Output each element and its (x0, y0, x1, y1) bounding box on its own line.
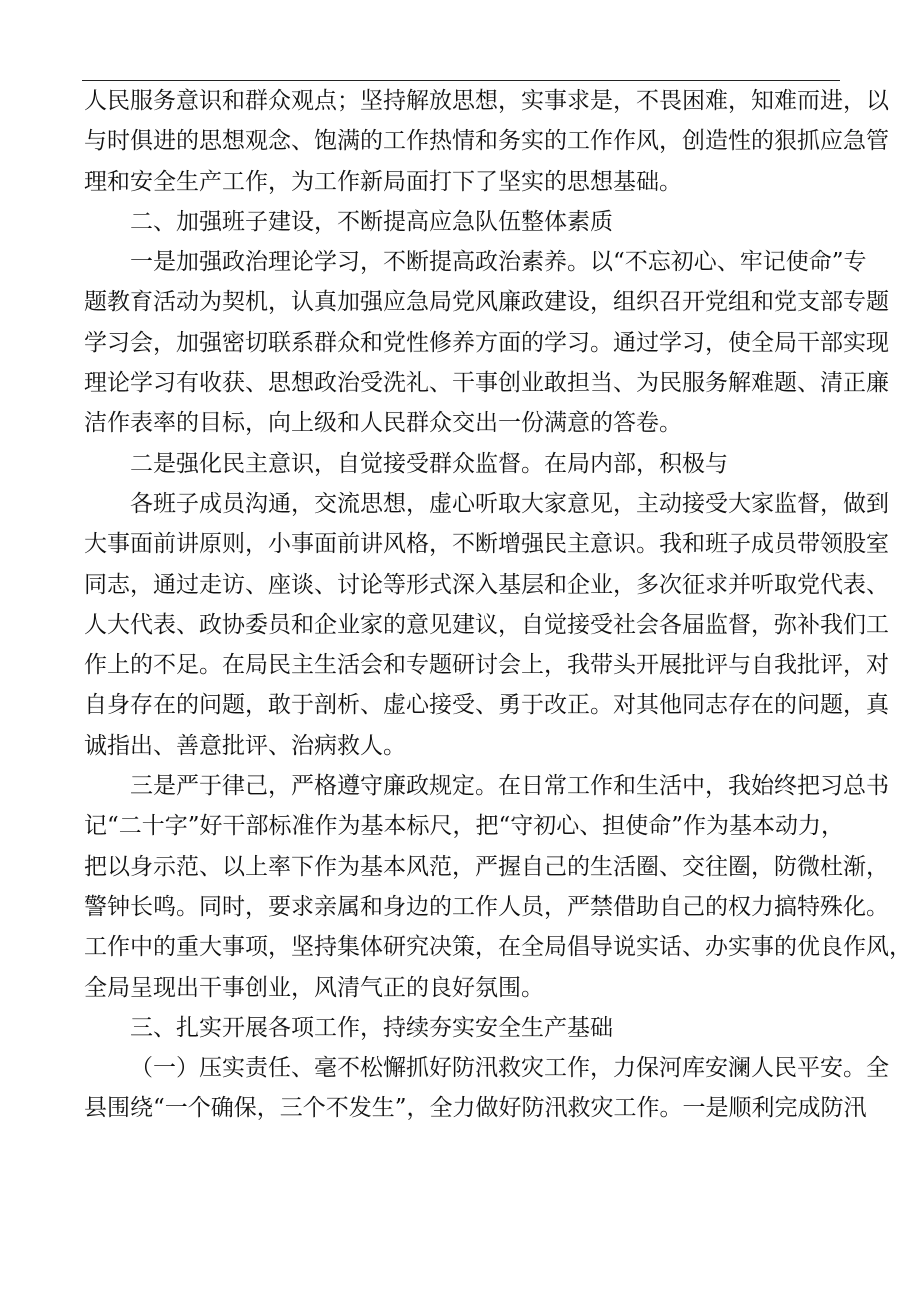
text-line: 警钟长鸣。同时，要求亲属和身边的工作人员，严禁借助自己的权力搞特殊化。 (84, 893, 889, 920)
text-line: （一）压实责任、毫不松懈抓好防汛救灾工作，力保河库安澜人民平安。全 (130, 1055, 889, 1082)
text-line: 二、加强班子建设，不断提高应急队伍整体素质 (130, 208, 613, 235)
text-line: 各班子成员沟通，交流思想，虚心听取大家意见，主动接受大家监督，做到 (130, 490, 889, 517)
text-line: 理论学习有收获、思想政治受洗礼、干事创业敢担当、为民服务解难题、清正廉 (84, 370, 889, 397)
text-line: 题教育活动为契机，认真加强应急局党风廉政建设，组织召开党组和党支部专题 (84, 289, 889, 316)
text-line: 三、扎实开展各项工作，持续夯实安全生产基础 (130, 1014, 613, 1041)
text-line: 人民服务意识和群众观点；坚持解放思想，实事求是，不畏困难，知难而进，以 (84, 88, 889, 114)
text-line: 同志，通过走访、座谈、讨论等形式深入基层和企业，多次征求并听取党代表、 (84, 571, 889, 598)
text-line: 理和安全生产工作，为工作新局面打下了坚实的思想基础。 (84, 168, 682, 195)
text-line: 作上的不足。在局民主生活会和专题研讨会上，我带头开展批评与自我批评，对 (84, 652, 889, 679)
text-line: 把以身示范、以上率下作为基本风范，严握自己的生活圈、交往圈，防微杜渐， (84, 853, 889, 880)
text-line: 记“二十字”好干部标准作为基本标尺，把“守初心、担使命”作为基本动力， (84, 813, 845, 840)
text-line: 全局呈现出干事创业，风清气正的良好氛围。 (84, 974, 544, 1001)
text-line: 诚指出、善意批评、治病救人。 (84, 732, 406, 759)
text-line: 县围绕“一个确保，三个不发生”，全力做好防汛救灾工作。一是顺利完成防汛 (84, 1095, 867, 1122)
text-line: 自身存在的问题，敢于剖析、虚心接受、勇于改正。对其他同志存在的问题，真 (84, 692, 889, 719)
text-line: 一是加强政治理论学习，不断提高政治素养。以“不忘初心、牢记使命”专 (130, 249, 867, 276)
text-line: 大事面前讲原则，小事面前讲风格，不断增强民主意识。我和班子成员带领股室 (84, 531, 889, 558)
text-line: 二是强化民主意识，自觉接受群众监督。在局内部，积极与 (130, 450, 728, 477)
text-line: 与时俱进的思想观念、饱满的工作热情和务实的工作作风，创造性的狠抓应急管 (84, 128, 889, 155)
document-body (84, 81, 912, 1129)
text-line: 工作中的重大事项，坚持集体研究决策，在全局倡导说实话、办实事的优良作风， (84, 934, 912, 961)
text-line: 学习会，加强密切联系群众和党性修养方面的学习。通过学习，使全局干部实现 (84, 329, 889, 356)
text-line: 洁作表率的目标，向上级和人民群众交出一份满意的答卷。 (84, 410, 682, 437)
text-line: 人大代表、政协委员和企业家的意见建议，自觉接受社会各届监督，弥补我们工 (84, 611, 889, 638)
text-line: 三是严于律己，严格遵守廉政规定。在日常工作和生活中，我始终把习总书 (130, 773, 889, 800)
